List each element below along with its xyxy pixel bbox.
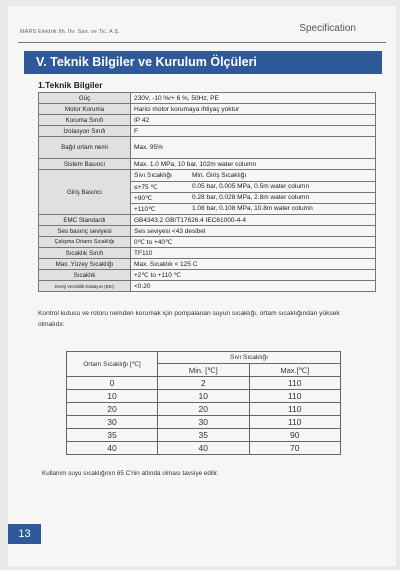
- spec-label-temperature: Sıcaklık: [39, 270, 131, 281]
- cell-ambient: 30: [67, 416, 158, 429]
- spec-label-humidity: Bağıl ortam nemi: [39, 137, 131, 159]
- spec-value-emc: GB4343.2 GB/T17626.4 IEC61000-4-4: [131, 215, 376, 226]
- cell-ambient: 40: [67, 442, 158, 455]
- cell-ambient: 0: [67, 377, 158, 390]
- inlet-row-temp: +90℃: [131, 192, 189, 203]
- inlet-row-value: 0.05 bar, 0.005 MPa, 0.5m water column: [189, 181, 375, 192]
- company-name: MARS Elektrik İth. İhr. San. ve Tic. A.Ş.: [20, 29, 120, 35]
- spec-label-power: Güç: [39, 93, 131, 104]
- page-number: 13: [8, 524, 41, 544]
- spec-value-temp-class: TF110: [131, 248, 376, 259]
- cell-ambient: 20: [67, 403, 158, 416]
- cell-min: 20: [158, 403, 250, 416]
- cell-ambient: 35: [67, 429, 158, 442]
- spec-label-ambient: Çalışma Ortamı Sıcaklığı: [39, 237, 131, 248]
- footnote: Kullanım suyu sıcaklığının 65 C'nin altında olması tavsiye edilir.: [42, 470, 219, 477]
- cell-max: 110: [249, 377, 341, 390]
- table-row: [67, 377, 341, 390]
- spec-label-inlet-pressure: Giriş Basıncı: [39, 170, 131, 215]
- spec-value-ambient: 0℃ to +40℃: [131, 237, 376, 248]
- spec-label-insulation: İzolasyon Sınıfı: [39, 126, 131, 137]
- cell-max: 110: [249, 403, 341, 416]
- spec-value-motor: Harici motor korumaya ihtiyaç yoktur: [131, 104, 376, 115]
- spec-value-surface-temp: Max. Sıcaklık < 125 C: [131, 259, 376, 270]
- cell-ambient: 10: [67, 390, 158, 403]
- temp-table-col-min: Min. [℃]: [158, 364, 250, 377]
- spec-label-temp-class: Sıcaklık Sınıfı: [39, 248, 131, 259]
- spec-value-insulation: F: [131, 126, 376, 137]
- spec-value-eei: <0.20: [131, 281, 376, 292]
- spec-label-surface-temp: Max. Yüzey Sıcaklığı: [39, 259, 131, 270]
- cell-max: 110: [249, 390, 341, 403]
- spec-value-temperature: +2℃ to +110 ℃: [131, 270, 376, 281]
- spec-value-protection: IP 42: [131, 115, 376, 126]
- spec-label-motor: Motor Koruma: [39, 104, 131, 115]
- spec-label-eei: Enerji Verimlilik Katsayısı (EEI): [39, 281, 131, 292]
- technical-specs-table: [38, 92, 376, 292]
- table-row: [67, 403, 341, 416]
- cell-min: 40: [158, 442, 250, 455]
- spec-label-system-pressure: Sistem Basıncı: [39, 159, 131, 170]
- cell-min: 10: [158, 390, 250, 403]
- spec-label-emc: EMC Standardı: [39, 215, 131, 226]
- cell-min: 30: [158, 416, 250, 429]
- cell-min: 35: [158, 429, 250, 442]
- subsection-title: 1.Teknik Bilgiler: [38, 80, 103, 90]
- cell-max: 90: [249, 429, 341, 442]
- inlet-row-value: 0.28 bar, 0.028 MPa, 2.8m water column: [189, 192, 375, 203]
- inlet-pressure-cell: [131, 170, 376, 215]
- spec-label-protection: Koruma Sınıfı: [39, 115, 131, 126]
- header-divider: [18, 42, 386, 43]
- spec-value-power: 230V, -10 %/+ 6 %, 50Hz, PE: [131, 93, 376, 104]
- section-banner: V. Teknik Bilgiler ve Kurulum Ölçüleri: [24, 51, 382, 74]
- inlet-head-liquid-temp: Sıvı Sıcaklığı: [131, 170, 189, 181]
- temp-table-group-liquid: Sıvı Sıcaklığı: [158, 352, 341, 364]
- temp-table-col-ambient: Ortam Sıcaklığı [℃]: [67, 352, 158, 377]
- temperature-table: [66, 351, 341, 455]
- table-row: [67, 442, 341, 455]
- note-paragraph: Kontrol kutusu ve rotoru nemden korumak için pompalanan suyun sıcaklığı, ortam sıcaklığından yüksek olmalıdır.: [38, 310, 340, 328]
- cell-min: 2: [158, 377, 250, 390]
- inlet-pressure-subtable: [131, 170, 375, 214]
- cell-max: 70: [249, 442, 341, 455]
- inlet-row-value: 1.08 bar, 0.108 MPa, 10.8m water column: [192, 205, 313, 213]
- table-row: [67, 416, 341, 429]
- spec-value-sound: Ses seviyesi <43 desibel: [131, 226, 376, 237]
- cell-max: 110: [249, 416, 341, 429]
- spec-value-system-pressure: Max. 1.0 MPa, 10 bar, 102m water column: [131, 159, 376, 170]
- inlet-row-temp: ≤+75 ℃: [131, 181, 189, 192]
- inlet-row-temp: +110℃: [134, 205, 156, 213]
- temp-table-col-max: Max.[℃]: [249, 364, 341, 377]
- inlet-head-min-temp: Min. Giriş Sıcaklığı: [189, 170, 375, 181]
- section-label: Specification: [299, 23, 356, 34]
- document-page: [8, 6, 396, 566]
- table-row: [67, 429, 341, 442]
- table-row: [67, 390, 341, 403]
- spec-value-humidity: Max. 95%: [131, 137, 376, 159]
- spec-label-sound: Ses basınç seviyesi: [39, 226, 131, 237]
